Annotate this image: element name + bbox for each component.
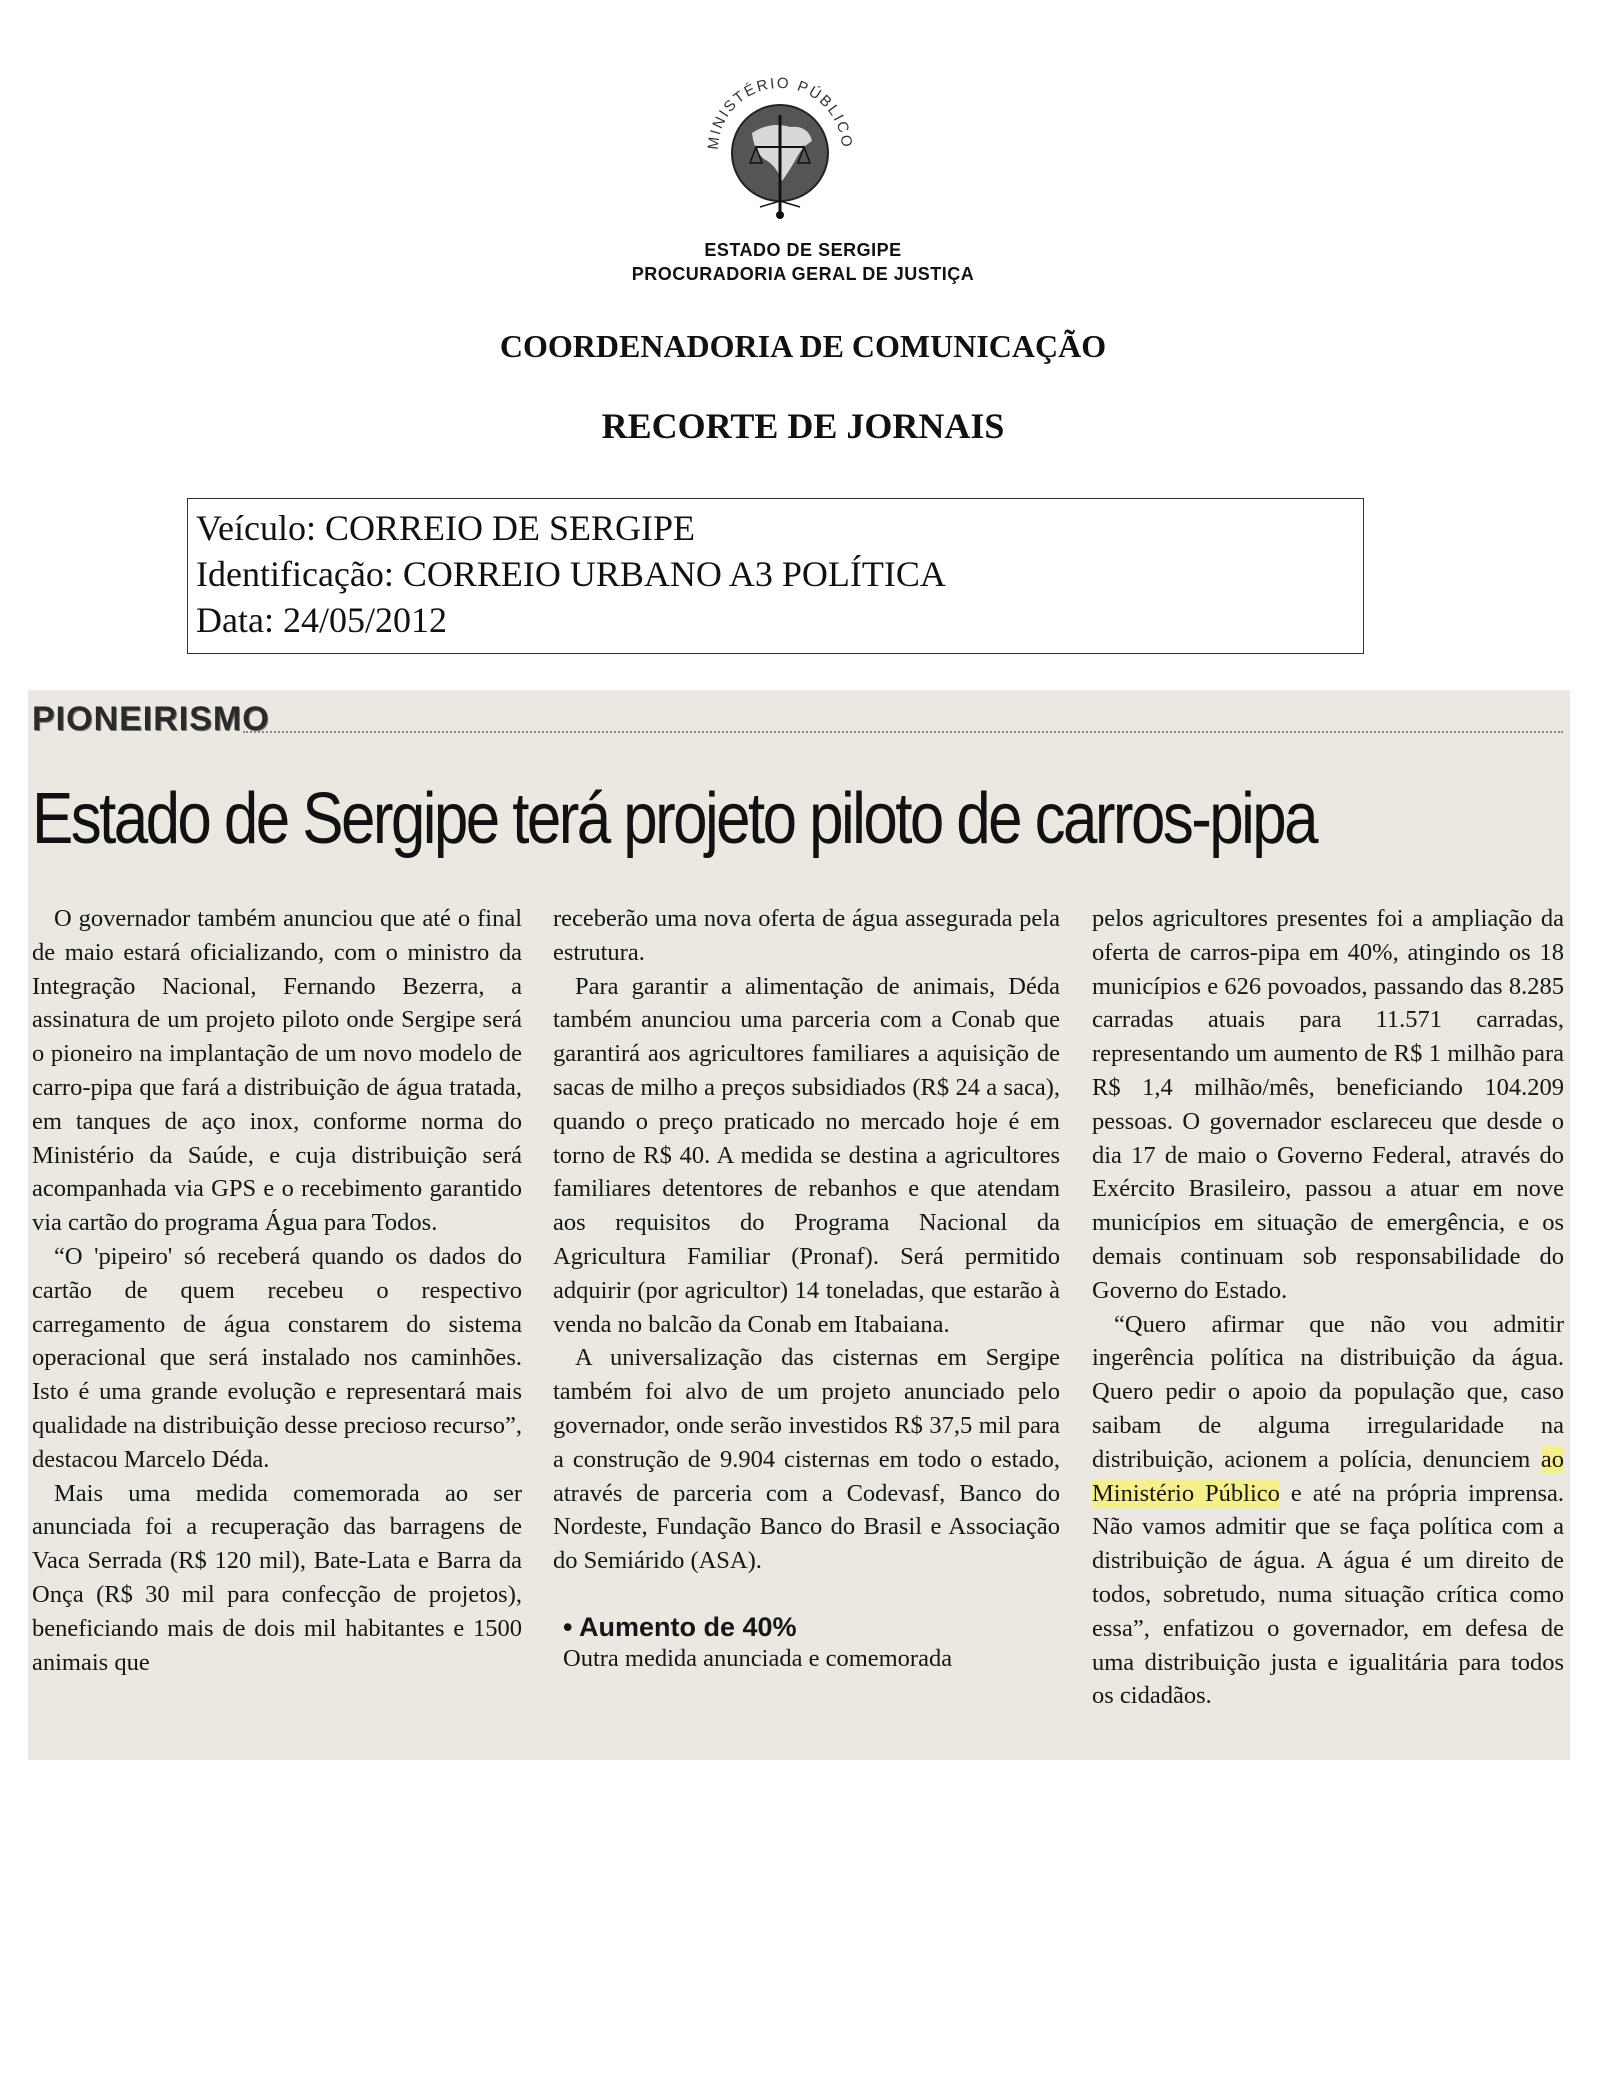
clipping-info-box — [187, 498, 1364, 654]
col1-paragraph: Mais uma medida comemorada ao ser anunciada foi a recuperação das barragens de Vaca Serrada (R$ 120 mil), Bate-Lata e Barra da Onça (R$ 30 mil para confecção de projetos), beneficiando mais de dois mil habitantes e 1500 animais que — [32, 1479, 522, 1676]
col2-paragraph: A universalização das cisternas em Sergipe também foi alvo de um projeto anunciado pelo governador, onde serão investidos R$ 37,5 mil para a construção de 9.904 cisternas em todo o estado, através de parceria com a Codevasf, Banco do Nordeste, Fundação Banco do Brasil e Associação do Semiárido (ASA). — [553, 1344, 1060, 1575]
article-kicker: PIONEIRISMO — [32, 700, 270, 738]
col3-paragraph: pelos agricultores presentes foi a ampliação da oferta de carros-pipa em 40%, atingindo os 18 municípios e 626 povoados, passando das 8.285 carradas atuais para 11.571 carradas, representando um aumento de R$ 1 milhão para R$ 1,4 milhão/mês, beneficiando 104.209 pessoas. O governador esclareceu que desde o dia 17 de maio o Governo Federal, através do Exército Brasileiro, passou a atuar em nove municípios em situação de emergência, e os demais continuam sob responsabilidade do Governo do Estado. — [1092, 905, 1564, 1304]
newspaper-clipping — [28, 690, 1570, 1760]
article-column-2 — [553, 902, 1060, 1676]
header-procuradoria: PROCURADORIA GERAL DE JUSTIÇA — [631, 264, 975, 284]
col3-paragraph — [1092, 1308, 1564, 1714]
info-identificacao: Identificação: CORREIO URBANO A3 POLÍTICA — [196, 554, 946, 594]
col1-paragraph: O governador também anunciou que até o final de maio estará oficializando, com o ministro da Integração Nacional, Fernando Bezerra, a assinatura de um projeto piloto onde Sergipe será o pioneiro na implantação de um novo modelo de carro-pipa que fará a distribuição de água tratada, em tanques de aço inox, conforme norma do Ministério da Saúde, e cuja distribuição será acompanhada via GPS e o recebimento garantido via cartão do programa Água para Todos. — [32, 905, 522, 1237]
article-headline: Estado de Sergipe terá projeto piloto de carros-pipa — [32, 779, 1316, 859]
article-column-1 — [32, 902, 522, 1679]
article-column-3 — [1092, 902, 1564, 1713]
seal-ring-text: MINISTÉRIO PÚBLICO — [704, 74, 856, 151]
header-state: ESTADO DE SERGIPE — [704, 240, 902, 260]
highlighted-ministerio-publico: ao Ministério Público — [1092, 1445, 1564, 1507]
col3-text: “Quero afirmar que não vou admitir ingerência política na distribuição da água. Quero pedir o apoio da população que, caso saibam de alguma irregularidade na distribuição, acionem a polícia, denunciem — [1092, 1310, 1564, 1473]
document-type-title: RECORTE DE JORNAIS — [601, 406, 1005, 446]
col2-paragraph: Para garantir a alimentação de animais, Déda também anunciou uma parceria com a Conab que garantirá aos agricultores familiares a aquisição de sacas de milho a preços subsidiados (R$ 24 a saca), quando o preço praticado no mercado hoje é em torno de R$ 40. A medida se destina a agricultores familiares detentores de rebanhos e que atendam aos requisitos do Programa Nacional da Agricultura Familiar (Pronaf). Será permitido adquirir (por agricultor) 14 toneladas, que estarão à venda no balcão da Conab em Itabaiana. — [553, 972, 1060, 1338]
col2-paragraph: receberão uma nova oferta de água assegurada pela estrutura. — [553, 905, 1060, 966]
col2-paragraph: Outra medida anunciada e comemorada — [563, 1644, 953, 1672]
info-veiculo: Veículo: CORREIO DE SERGIPE — [196, 508, 695, 548]
kicker-rule — [243, 731, 1563, 733]
info-data: Data: 24/05/2012 — [196, 600, 447, 640]
article-subhead: • Aumento de 40% — [563, 1611, 797, 1642]
col3-text: e até na própria imprensa. Não vamos admitir que se faça política com a distribuição de água. A água é um direito de todos, sobretudo, numa situação crítica como essa”, enfatizou o governador, em defesa de uma distribuição justa e igualitária para todos os cidadãos. — [1092, 1479, 1564, 1710]
ministerio-publico-seal — [690, 55, 870, 230]
col1-paragraph: “O 'pipeiro' só receberá quando os dados do cartão de quem recebeu o respectivo carregamento de água constarem do sistema operacional que será instalado nos caminhões. Isto é uma grande evolução e representará mais qualidade na distribuição desse precioso recurso”, destacou Marcelo Déda. — [32, 1242, 522, 1473]
header-department: COORDENADORIA DE COMUNICAÇÃO — [499, 328, 1107, 364]
